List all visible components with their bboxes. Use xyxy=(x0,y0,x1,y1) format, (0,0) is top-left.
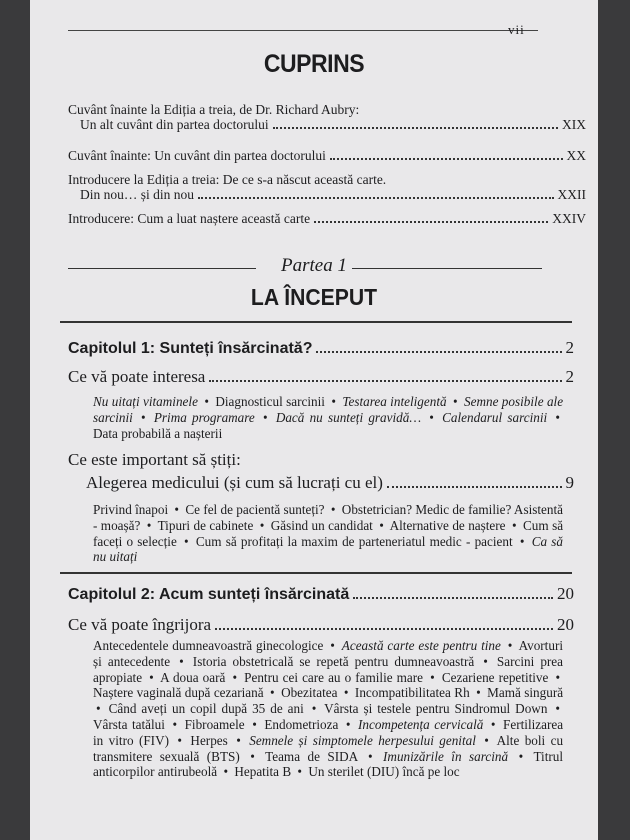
topic-item: Incompatibilitatea Rh xyxy=(354,685,470,701)
topic-item: Titrul anticorpilor antirubeolă xyxy=(93,748,564,780)
header-rule xyxy=(68,30,538,31)
topic-item: Hepatita B xyxy=(234,764,292,780)
topic-item: Cum să profitați la maxim de parteneriatul medic - pacient xyxy=(195,533,513,549)
toc-entry-line1: Cuvânt înainte: Un cuvânt din partea doctorului xyxy=(68,148,326,163)
section-entry xyxy=(86,472,574,493)
topic-item: Imunizările în sarcină xyxy=(383,748,509,764)
part-label: Partea 1 xyxy=(281,255,347,276)
topic-item: Ca să nu uitați xyxy=(93,533,564,565)
topic-item: Teama de SIDA xyxy=(265,748,358,764)
topic-item: Ce fel de pacientă sunteți? xyxy=(185,502,325,517)
topic-item: Găsind un candidat xyxy=(270,517,373,533)
chapter-2-entry xyxy=(68,584,574,604)
bullet-separator: • xyxy=(429,409,434,425)
bullet-separator: • xyxy=(379,517,384,533)
topic-item: Antecedentele dumneavoastră ginecologice xyxy=(93,638,324,653)
section-title: Ce vă poate interesa xyxy=(68,367,206,386)
bullet-separator: • xyxy=(149,669,154,685)
topic-item: Cezariene repetitive xyxy=(441,669,549,685)
topic-item: Herpes xyxy=(190,732,228,748)
dot-leader xyxy=(353,597,553,599)
bullet-separator: • xyxy=(179,653,184,669)
topic-item: Vârsta tatălui xyxy=(93,716,165,732)
bullet-separator: • xyxy=(330,638,335,653)
bullet-separator: • xyxy=(483,653,488,669)
chapter-1-entry xyxy=(68,338,574,358)
toc-page-number: XX xyxy=(566,148,586,163)
page-title: CUPRINS xyxy=(263,50,365,78)
topic-item: Fertilizarea in vitro (FIV) xyxy=(93,716,564,748)
dot-leader xyxy=(314,221,548,223)
toc-entry-line1: Cuvânt înainte la Ediția a treia, de Dr. Richard Aubry: xyxy=(68,102,360,117)
bullet-separator: • xyxy=(174,502,180,517)
toc-entry-line1: Introducere la Ediția a treia: De ce s-a născut această carte. xyxy=(68,172,387,187)
topic-item: Vârsta și testele pentru Sindromul Down xyxy=(324,701,548,717)
topic-list xyxy=(93,638,563,780)
topic-item: Data probabilă a nașterii xyxy=(93,425,223,441)
topic-item: Obezitatea xyxy=(281,685,338,701)
part-rule-bottom xyxy=(60,321,572,323)
topic-item: Privind înapoi xyxy=(93,502,169,517)
section-title: Ce vă poate îngrijora xyxy=(68,615,212,634)
topic-list xyxy=(93,394,563,441)
bullet-separator: • xyxy=(252,716,257,732)
bullet-separator: • xyxy=(484,732,489,748)
topic-item: Alternative de naștere xyxy=(389,517,506,533)
topic-item: Nu uitați vitaminele xyxy=(93,394,198,409)
topic-item: Fibroamele xyxy=(184,716,245,732)
toc-entry-intro xyxy=(68,211,586,226)
bullet-separator: • xyxy=(331,394,336,409)
bullet-separator: • xyxy=(519,533,525,549)
bullet-separator: • xyxy=(177,732,183,748)
bullet-separator: • xyxy=(250,748,255,764)
topic-item: Obstetrician? Medic de familie? Asistentă - moașă? xyxy=(93,502,564,533)
chapter-page: 20 xyxy=(557,584,574,603)
section-page: 20 xyxy=(557,615,574,634)
toc-entry-line2: Un alt cuvânt din partea doctorului xyxy=(80,117,269,132)
bullet-separator: • xyxy=(518,748,524,764)
bullet-separator: • xyxy=(184,533,189,549)
bullet-separator: • xyxy=(490,716,496,732)
topic-list xyxy=(93,502,563,565)
bullet-separator: • xyxy=(236,732,241,748)
topic-item: Incompetența cervicală xyxy=(358,716,484,732)
topic-item: Alte boli cu transmitere sexuală (BTS) xyxy=(93,732,564,764)
bullet-separator: • xyxy=(96,701,101,717)
dot-leader xyxy=(387,486,562,488)
book-page xyxy=(30,0,598,840)
topic-item: Semnele și simptomele herpesului genital xyxy=(249,732,476,748)
topic-item: Istoria obstetricală se repetă pentru dumneavoastră xyxy=(192,653,475,669)
bullet-separator: • xyxy=(223,764,229,780)
dot-leader xyxy=(273,127,558,129)
topic-item: Tipuri de cabinete xyxy=(157,517,254,533)
section-entry xyxy=(68,614,574,635)
topic-item: Calendarul sarcinii xyxy=(442,409,548,425)
dot-leader xyxy=(209,380,561,382)
bullet-separator: • xyxy=(345,716,351,732)
bullet-separator: • xyxy=(204,394,209,409)
toc-entry-foreword-third xyxy=(68,102,586,132)
topic-item: Avorturi și antecedente xyxy=(93,638,563,669)
bullet-separator: • xyxy=(141,409,146,425)
section-subtitle: Alegerea medicului (și cum să lucrați cu el) xyxy=(86,473,383,492)
bullet-separator: • xyxy=(430,669,435,685)
chapter-title: Capitolul 1: Sunteți însărcinată? xyxy=(68,340,313,357)
topic-item: Când aveți un copil după 35 de ani xyxy=(108,701,304,717)
bullet-separator: • xyxy=(511,517,517,533)
topic-item: Mamă singură xyxy=(487,685,564,701)
bullet-separator: • xyxy=(555,701,561,717)
chapter-page: 2 xyxy=(565,338,574,357)
bullet-separator: • xyxy=(555,409,561,425)
toc-page-number: XXIV xyxy=(552,211,586,226)
topic-item: Dacă nu sunteți gravidă… xyxy=(275,409,422,425)
bullet-separator: • xyxy=(311,701,317,717)
toc-entry-intro-third xyxy=(68,172,586,202)
bullet-separator: • xyxy=(507,638,513,653)
part-title: LA ÎNCEPUT xyxy=(250,284,378,310)
bullet-separator: • xyxy=(555,669,561,685)
topic-item: Un sterilet (DIU) încă pe loc xyxy=(308,764,460,780)
section-page: 2 xyxy=(565,367,574,386)
toc-page-number: XXII xyxy=(557,187,586,202)
bullet-separator: • xyxy=(262,409,268,425)
dot-leader xyxy=(330,158,563,160)
bullet-separator: • xyxy=(259,517,265,533)
topic-item: Această carte este pentru tine xyxy=(341,638,501,653)
dot-leader xyxy=(215,628,553,630)
toc-page-number: XIX xyxy=(562,117,586,132)
bullet-separator: • xyxy=(297,764,303,780)
bullet-separator: • xyxy=(367,748,373,764)
chapter-rule xyxy=(60,572,572,574)
topic-item: Semne posibile ale sarcinii xyxy=(93,394,564,425)
bullet-separator: • xyxy=(270,685,275,701)
toc-entry-line1: Introducere: Cum a luat naștere această carte xyxy=(68,211,311,226)
section-title-important: Ce este important să știți: xyxy=(68,450,241,469)
toc-entry-line2: Din nou… și din nou xyxy=(80,187,195,202)
bullet-separator: • xyxy=(330,502,336,517)
dot-leader xyxy=(316,351,561,353)
chapter-title: Capitolul 2: Acum sunteți însărcinată xyxy=(68,586,350,603)
topic-item: Testarea inteligentă xyxy=(342,394,447,409)
toc-entry-foreword xyxy=(68,148,586,163)
section-page: 9 xyxy=(565,473,574,492)
bullet-separator: • xyxy=(452,394,458,409)
bullet-separator: • xyxy=(172,716,178,732)
topic-item: Naștere vaginală după cezariană xyxy=(93,685,264,701)
topic-item: Prima programare xyxy=(153,409,255,425)
bullet-separator: • xyxy=(343,685,349,701)
section-entry xyxy=(68,366,574,387)
page-number: vii xyxy=(508,22,525,37)
dot-leader xyxy=(198,197,553,199)
bullet-separator: • xyxy=(476,685,481,701)
topic-item: Pentru cei care au o familie mare xyxy=(244,669,424,685)
bullet-separator: • xyxy=(232,669,238,685)
bullet-separator: • xyxy=(146,517,152,533)
topic-item: Diagnosticul sarcinii xyxy=(215,394,325,409)
topic-item: A doua oară xyxy=(160,669,226,685)
topic-item: Endometrioza xyxy=(264,716,339,732)
topic-item: Sarcini prea apropiate xyxy=(93,653,564,685)
topic-item: Cum să faceți o selecție xyxy=(93,517,564,549)
